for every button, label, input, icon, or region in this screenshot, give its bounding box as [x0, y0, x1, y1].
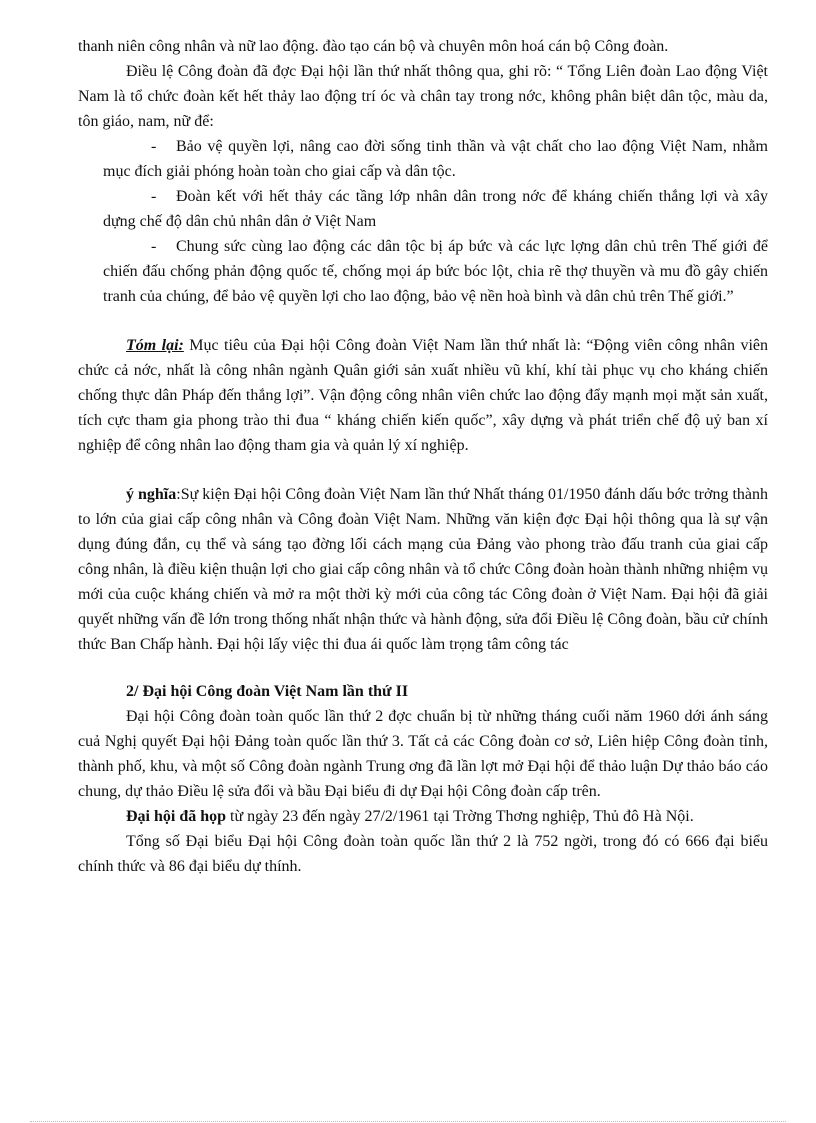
- held-text: từ ngày 23 đến ngày 27/2/1961 tại Trờng Thơng nghiệp, Thủ đô Hà Nội.: [226, 808, 694, 825]
- paragraph-meaning: [78, 482, 768, 657]
- summary-label: Tóm lại:: [126, 337, 184, 354]
- held-label: Đại hội đã họp: [126, 808, 227, 825]
- bullet-text-3: Chung sức cùng lao động các dân tộc bị áp bức và các lực lợng dân chủ trên Thế giới để chiến đấu chống phản động quốc tế, chống mọi áp bức bóc lột, chia rẽ thợ thuyền và mu đồ gây chiến tranh của chúng, để bảo vệ quyền lợi cho lao động, bảo vệ nền hoà bình và dân chủ trên Thế giới.”: [103, 238, 768, 305]
- spacer: [78, 309, 768, 333]
- spacer: [78, 458, 768, 482]
- summary-text: Mục tiêu của Đại hội Công đoàn Việt Nam lần thứ nhất là: “Động viên công nhân viên chức cả nớc, nhất là công nhân ngành Quân giới sản xuất nhiều vũ khí, khí tài phục vụ cho kháng chiến chống thực dân Pháp đến thắng lợi”. Vận động công nhân viên chức lao động đẩy mạnh mọi mặt sản xuất, tích cực tham gia phong trào thi đua “ kháng chiến kiến quốc”, xây dựng và phát triển chế độ uỷ ban xí nghiệp để công nhân lao động tham gia và quản lý xí nghiệp.: [78, 337, 769, 454]
- page-bottom-divider: [30, 1121, 786, 1122]
- paragraph-charter: Điều lệ Công đoàn đã đợc Đại hội lần thứ nhất thông qua, ghi rõ: “ Tổng Liên đoàn Lao động Việt Nam là tổ chức đoàn kết hết thảy lao động trí óc và chân tay trong nớc, không phân biệt dân tộc, màu da, tôn giáo, nam, nữ để:: [78, 63, 768, 130]
- bullet-item-1: [78, 134, 768, 184]
- paragraph-held: [78, 804, 768, 829]
- paragraph-delegates: Tổng số Đại biểu Đại hội Công đoàn toàn quốc lần thứ 2 là 752 ngời, trong đó có 666 đại biểu chính thức và 86 đại biểu dự thính.: [78, 833, 768, 875]
- meaning-label: ý nghĩa: [126, 486, 177, 503]
- bullet-item-3: [78, 234, 768, 309]
- spacer: [78, 657, 768, 679]
- bullet-text-1: Bảo vệ quyền lợi, nâng cao đời sống tinh thần và vật chất cho lao động Việt Nam, nhằm mục đích giải phóng hoàn toàn cho giai cấp và dân tộc.: [103, 138, 768, 180]
- paragraph-second-congress: Đại hội Công đoàn toàn quốc lần thứ 2 đợc chuẩn bị từ những tháng cuối năm 1960 dới ánh sáng cuả Nghị quyết Đại hội Đảng toàn quốc lần thứ 3. Tất cả các Công đoàn cơ sở, Liên hiệp Công đoàn tỉnh, thành phố, khu, và một số Công đoàn ngành Trung ơng đã lần lợt mở Đại hội để thảo luận Dự thảo báo cáo chung, dự thảo Điều lệ sửa đổi và bầu Đại biểu đi dự Đại hội Công đoàn cấp trên.: [78, 708, 768, 800]
- section-heading-congress-2: 2/ Đại hội Công đoàn Việt Nam lần thứ II: [126, 683, 409, 700]
- dash-icon: -: [151, 188, 157, 205]
- dash-icon: -: [151, 238, 157, 255]
- document-page: [78, 34, 768, 879]
- meaning-text: :Sự kiện Đại hội Công đoàn Việt Nam lần thứ Nhất tháng 01/1950 đánh dấu bớc trởng thành to lớn của giai cấp công nhân và Công đoàn Việt Nam. Những văn kiện đợc Đại hội thông qua là sự vận dụng đúng đắn, cụ thể và sáng tạo đờng lối cách mạng của Đảng vào phong trào đấu tranh của giai cấp công nhân, là điều kiện thuận lợi cho giai cấp công nhân và tổ chức Công đoàn hoàn thành những nhiệm vụ mới của cuộc kháng chiến và mở ra một thời kỳ mới của công tác Công đoàn ở Việt Nam. Đại hội đã giải quyết những vấn đề lớn trong thống nhất nhận thức và hành động, sửa đổi Điều lệ Công đoàn, bầu cử chính thức Ban Chấp hành. Đại hội lấy việc thi đua ái quốc làm trọng tâm công tác: [78, 486, 768, 653]
- bullet-text-2: Đoàn kết với hết thảy các tầng lớp nhân dân trong nớc để kháng chiến thắng lợi và xây dựng chế độ dân chủ nhân dân ở Việt Nam: [103, 188, 768, 230]
- paragraph-intro-continuation: thanh niên công nhân và nữ lao động. đào tạo cán bộ và chuyên môn hoá cán bộ Công đoàn.: [78, 38, 669, 55]
- bullet-item-2: [78, 184, 768, 234]
- paragraph-summary: [78, 333, 768, 458]
- dash-icon: -: [151, 138, 157, 155]
